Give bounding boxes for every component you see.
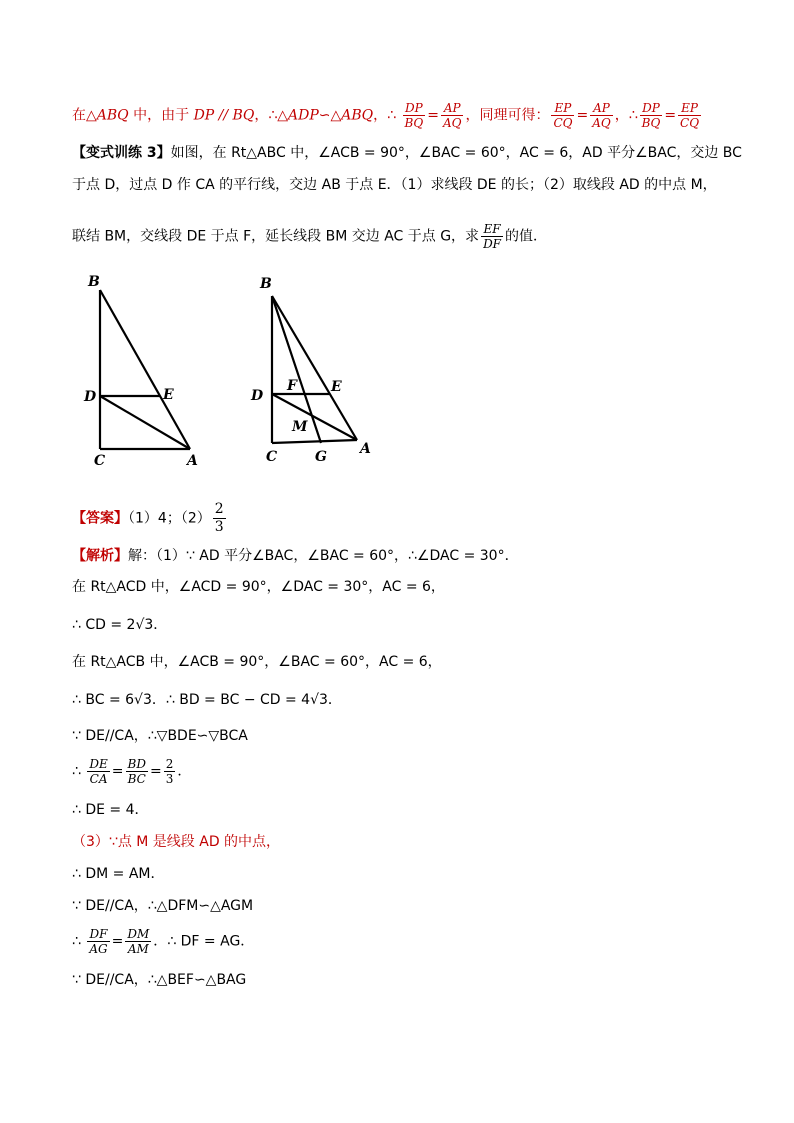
problem-tag: 【变式训练 3】: [72, 145, 171, 161]
label-f: F: [287, 378, 297, 394]
segment-da: [100, 396, 190, 449]
text: ∴: [72, 763, 81, 780]
text: （1）4；（2）: [128, 510, 211, 527]
fraction: $\frac{EP}{CQ}$: [553, 101, 573, 130]
text: =: [664, 107, 677, 124]
solution-line-12: ∴ $\frac{DF}{AG}$ = $\frac{DM}{AM}$ ．∴ DF = AG．: [72, 927, 255, 956]
text: ．∴ DF = AG．: [153, 933, 255, 950]
solution-line-9: [72, 832, 280, 852]
solution-line-5: [72, 690, 342, 710]
fraction: $\frac{DP}{BQ}$: [641, 101, 661, 130]
fraction: $\frac{AP}{AQ}$: [592, 101, 611, 130]
fraction: $\frac{AP}{AQ}$: [442, 101, 462, 130]
text: ∴ DM = AM．: [72, 866, 165, 882]
fraction: $\frac{DF}{AG}$: [89, 927, 108, 956]
text: =: [427, 107, 439, 124]
text: ．: [177, 763, 192, 780]
text: ABQ: [341, 107, 374, 124]
text: ABQ: [96, 107, 129, 124]
text: 于点 D，过点 D 作 CA 的平行线，交边 AB 于点 E．（1）求线段 DE 的长；（2）取线段 AD 的中点 M，: [72, 177, 717, 193]
solution-line-8: [72, 800, 149, 820]
fraction: $\frac{DM}{AM}$: [127, 927, 150, 956]
figure-triangle-1: [80, 270, 220, 470]
text: ，∴△: [254, 107, 289, 124]
fraction: $\frac{BD}{BC}$: [127, 757, 146, 786]
text: 如图，在 Rt△ABC 中，∠ACB = 90°，∠BAC = 60°，AC = 6，AD 平分∠BAC，交边 BC: [170, 145, 742, 161]
solution-line-10: [72, 864, 165, 884]
text: ∴ BC = 6√3．∴ BD = BC − CD = 4√3．: [72, 692, 342, 708]
text: ∴ DE = 4．: [72, 802, 149, 818]
label-e: E: [163, 387, 174, 403]
text: ∵ DE//CA，∴▽BDE∽▽BCA: [72, 728, 248, 744]
solution-line-7: ∴ $\frac{DE}{CA}$ = $\frac{BD}{BC}$ = $\frac{2}{3}$ ．: [72, 757, 192, 786]
answer-line: [72, 501, 228, 536]
segment-ba: [100, 290, 190, 449]
text: 在 Rt△ACD 中，∠ACD = 90°，∠DAC = 30°，AC = 6，: [72, 579, 445, 595]
solution-line-3: [72, 615, 167, 635]
text: =: [576, 107, 589, 124]
solution-line-6: [72, 726, 248, 746]
problem-line-2: [72, 175, 717, 195]
text: DP // BQ: [193, 107, 255, 124]
solution-line-2: [72, 577, 445, 597]
label-g: G: [315, 449, 327, 465]
label-c: C: [266, 449, 278, 465]
segment-ca: [272, 440, 357, 443]
fraction: $\frac{2}{3}$: [214, 501, 224, 535]
text: （3）∵点 M 是线段 AD 的中点，: [72, 834, 281, 850]
text: 在△: [72, 107, 97, 124]
label-e: E: [331, 379, 342, 395]
problem-line-3: [72, 222, 547, 251]
text: ∵ DE//CA，∴△DFM∽△AGM: [72, 898, 254, 914]
text: 的值．: [505, 228, 548, 245]
label-b: B: [88, 274, 100, 290]
segment-ba: [272, 296, 357, 440]
fraction: $\frac{DP}{BQ}$: [404, 101, 424, 130]
label-a: A: [187, 453, 198, 469]
label-d: D: [84, 389, 97, 405]
fraction: $\frac{EF}{DF}$: [483, 222, 502, 251]
solution-line-13: [72, 970, 246, 990]
label-a: A: [360, 441, 371, 457]
text: ∵ DE//CA，∴△BEF∽△BAG: [72, 972, 247, 988]
figure-triangle-2: [245, 270, 385, 470]
solution-tag: 【解析】: [72, 548, 128, 564]
similarity-recap-line: [72, 101, 703, 130]
answer-tag: 【答案】: [72, 510, 128, 527]
text: 解：（1）∵ AD 平分∠BAC，∠BAC = 60°，∴∠DAC = 30°．: [128, 548, 519, 564]
solution-line-1: [72, 546, 519, 566]
solution-line-4: [72, 652, 442, 672]
text: 在 Rt△ACB 中，∠ACB = 90°，∠BAC = 60°，AC = 6，: [72, 654, 442, 670]
text: 中，由于: [128, 107, 194, 124]
text: ，同理可得：: [465, 107, 550, 124]
fraction: $\frac{2}{3}$: [165, 757, 174, 786]
fraction: $\frac{EP}{CQ}$: [680, 101, 700, 130]
text: 联结 BM，交线段 DE 于点 F，延长线段 BM 交边 AC 于点 G，求: [72, 228, 480, 245]
text: ∴: [72, 933, 81, 950]
label-m: M: [292, 419, 308, 435]
text: ADP: [288, 107, 319, 124]
text: ，∴: [614, 107, 638, 124]
label-b: B: [260, 276, 272, 292]
text: ∽△: [318, 107, 342, 124]
label-d: D: [251, 388, 264, 404]
solution-line-11: [72, 896, 253, 916]
text: ∴ CD = 2√3．: [72, 617, 168, 633]
text: ，∴: [373, 107, 397, 124]
problem-line-1: [72, 143, 742, 163]
fraction: $\frac{DE}{CA}$: [89, 757, 108, 786]
label-c: C: [94, 453, 106, 469]
